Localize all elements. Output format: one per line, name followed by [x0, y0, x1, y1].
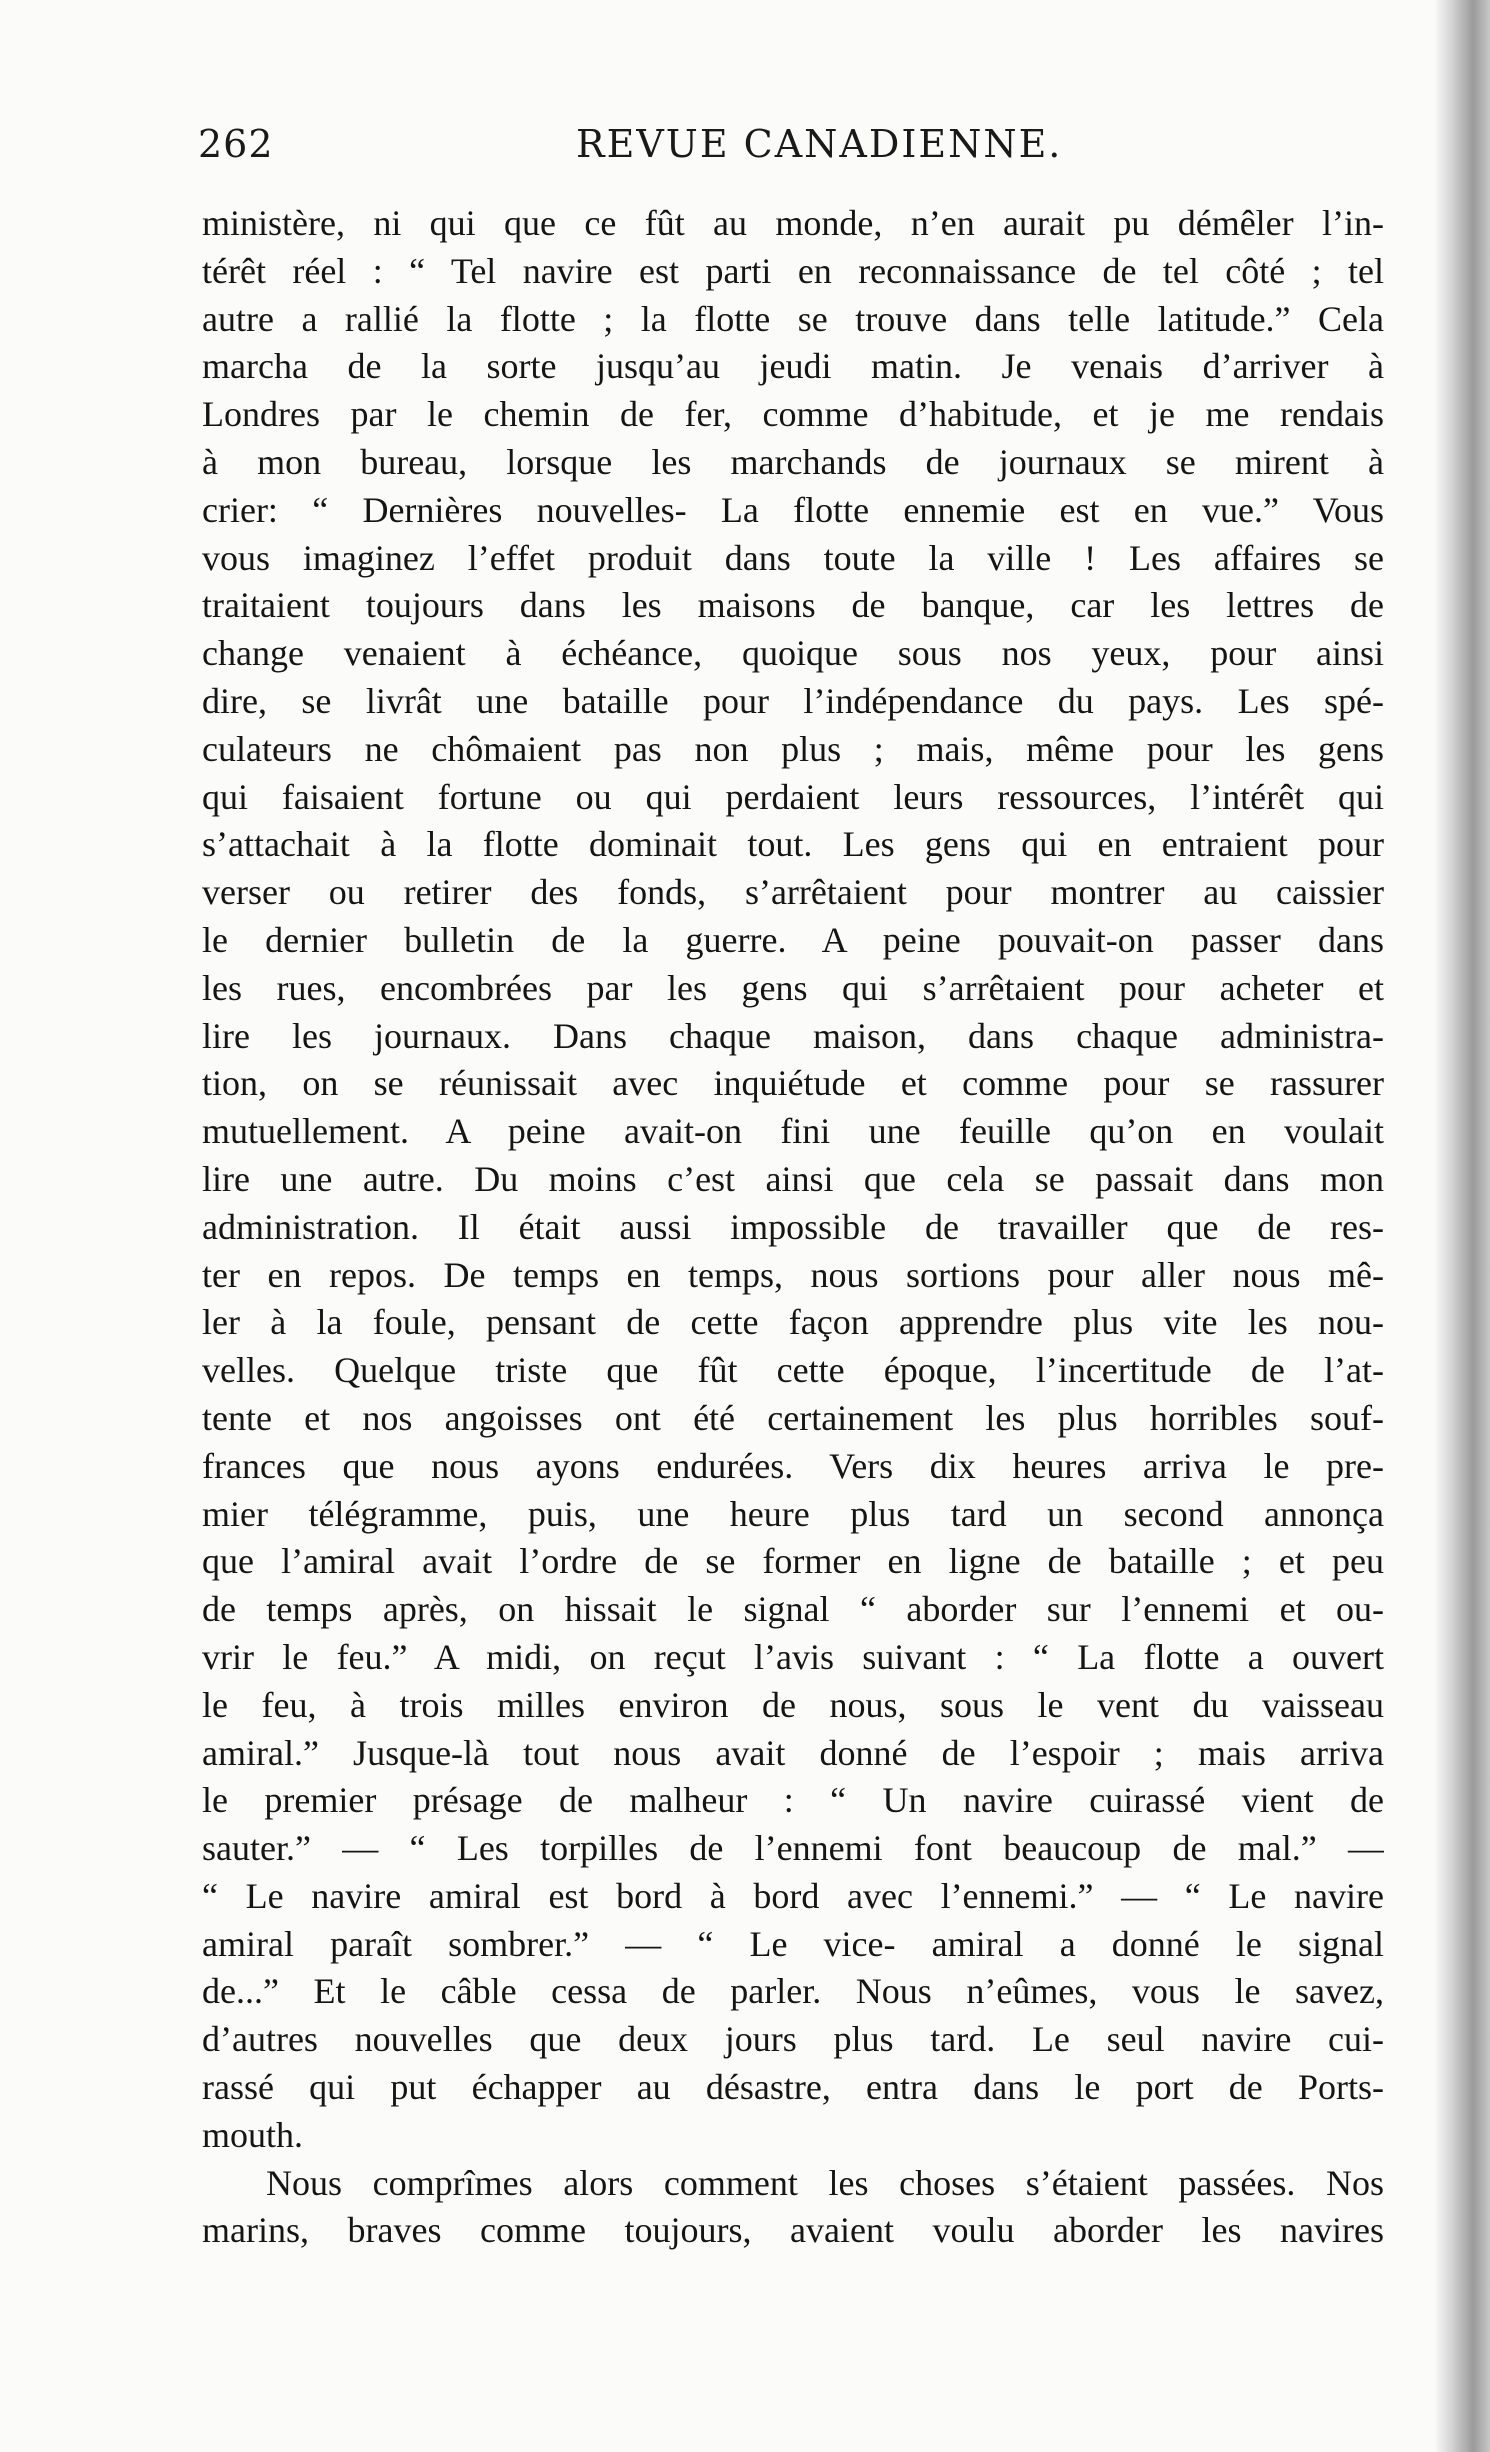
text-line: verser ou retirer des fonds, s’arrêtaient pour montrer au caissier [202, 872, 1384, 913]
text-line: que l’amiral avait l’ordre de se former en ligne de bataille ; et peu [202, 1541, 1384, 1582]
text-line: lire une autre. Du moins c’est ainsi que cela se passait dans mon [202, 1158, 1384, 1199]
text-line: rassé qui put échapper au désastre, entra dans le port de Ports- [202, 2067, 1384, 2108]
text-line: culateurs ne chômaient pas non plus ; mais, même pour les gens [202, 728, 1384, 769]
text-line: autre a rallié la flotte ; la flotte se trouve dans telle latitude.” Cela [202, 298, 1384, 339]
text-line: amiral.” Jusque-là tout nous avait donné de l’espoir ; mais arriva [202, 1732, 1384, 1773]
text-line: dire, se livrât une bataille pour l’indépendance du pays. Les spé- [202, 680, 1384, 721]
text-line: mutuellement. A peine avait-on fini une feuille qu’on en voulait [202, 1111, 1384, 1152]
text-line: ministère, ni qui que ce fût au monde, n’en aurait pu démêler l’in- [202, 203, 1384, 243]
text-line: lire les journaux. Dans chaque maison, dans chaque administra- [202, 1015, 1384, 1056]
text-line: frances que nous ayons endurées. Vers dix heures arriva le pre- [202, 1445, 1384, 1486]
text-line: vrir le feu.” A midi, on reçut l’avis suivant : “ La flotte a ouvert [202, 1636, 1384, 1677]
text-line: qui faisaient fortune ou qui perdaient leurs ressources, l’intérêt qui [202, 776, 1384, 817]
page-header [198, 122, 1363, 178]
body-text [202, 200, 1384, 2255]
text-line: tion, on se réunissait avec inquiétude et comme pour se rassurer [202, 1063, 1384, 1104]
text-line: le feu, à trois milles environ de nous, sous le vent du vaisseau [202, 1684, 1384, 1725]
text-line: marins, braves comme toujours, avaient voulu aborder les navires [202, 2210, 1384, 2251]
text-line: velles. Quelque triste que fût cette époque, l’incertitude de l’at- [202, 1350, 1384, 1391]
text-line: s’attachait à la flotte dominait tout. Les gens qui en entraient pour [202, 824, 1384, 865]
text-line: tente et nos angoisses ont été certainement les plus horribles souf- [202, 1397, 1384, 1438]
text-line: marcha de la sorte jusqu’au jeudi matin. Je venais d’arriver à [202, 346, 1384, 387]
text-line: mouth. [202, 2114, 304, 2155]
text-line: ter en repos. De temps en temps, nous sortions pour aller nous mê- [202, 1254, 1384, 1295]
text-line: à mon bureau, lorsque les marchands de journaux se mirent à [202, 441, 1384, 482]
text-line: mier télégramme, puis, une heure plus tard un second annonça [202, 1493, 1384, 1534]
text-line: d’autres nouvelles que deux jours plus tard. Le seul navire cui- [202, 2019, 1384, 2060]
paragraph-start-line: Nous comprîmes alors comment les choses s’étaient passées. Nos [266, 2162, 1384, 2203]
running-title: REVUE CANADIENNE. [576, 122, 1063, 166]
text-line: administration. Il était aussi impossible de travailler que de res- [202, 1206, 1384, 1247]
text-line: de temps après, on hissait le signal “ aborder sur l’ennemi et ou- [202, 1589, 1384, 1630]
page-number: 262 [198, 122, 274, 166]
text-line: change venaient à échéance, quoique sous nos yeux, pour ainsi [202, 633, 1384, 674]
text-line: crier: “ Dernières nouvelles- La flotte ennemie est en vue.” Vous [202, 489, 1384, 530]
text-line: le dernier bulletin de la guerre. A peine pouvait-on passer dans [202, 919, 1384, 960]
text-line: les rues, encombrées par les gens qui s’arrêtaient pour acheter et [202, 967, 1384, 1008]
text-line: vous imaginez l’effet produit dans toute la ville ! Les affaires se [202, 537, 1384, 578]
text-line: ler à la foule, pensant de cette façon apprendre plus vite les nou- [202, 1302, 1384, 1343]
text-line: sauter.” — “ Les torpilles de l’ennemi font beaucoup de mal.” — [202, 1828, 1384, 1869]
text-line: le premier présage de malheur : “ Un navire cuirassé vient de [202, 1780, 1384, 1821]
text-line: amiral paraît sombrer.” — “ Le vice- amiral a donné le signal [202, 1923, 1384, 1964]
text-line: traitaient toujours dans les maisons de banque, car les lettres de [202, 585, 1384, 626]
text-line: de...” Et le câble cessa de parler. Nous n’eûmes, vous le savez, [202, 1971, 1384, 2012]
text-line: “ Le navire amiral est bord à bord avec l’ennemi.” — “ Le navire [202, 1875, 1384, 1916]
text-line: Londres par le chemin de fer, comme d’habitude, et je me rendais [202, 394, 1384, 435]
page-edge-shadow [1434, 0, 1490, 2452]
text-line: térêt réel : “ Tel navire est parti en reconnaissance de tel côté ; tel [202, 250, 1384, 291]
